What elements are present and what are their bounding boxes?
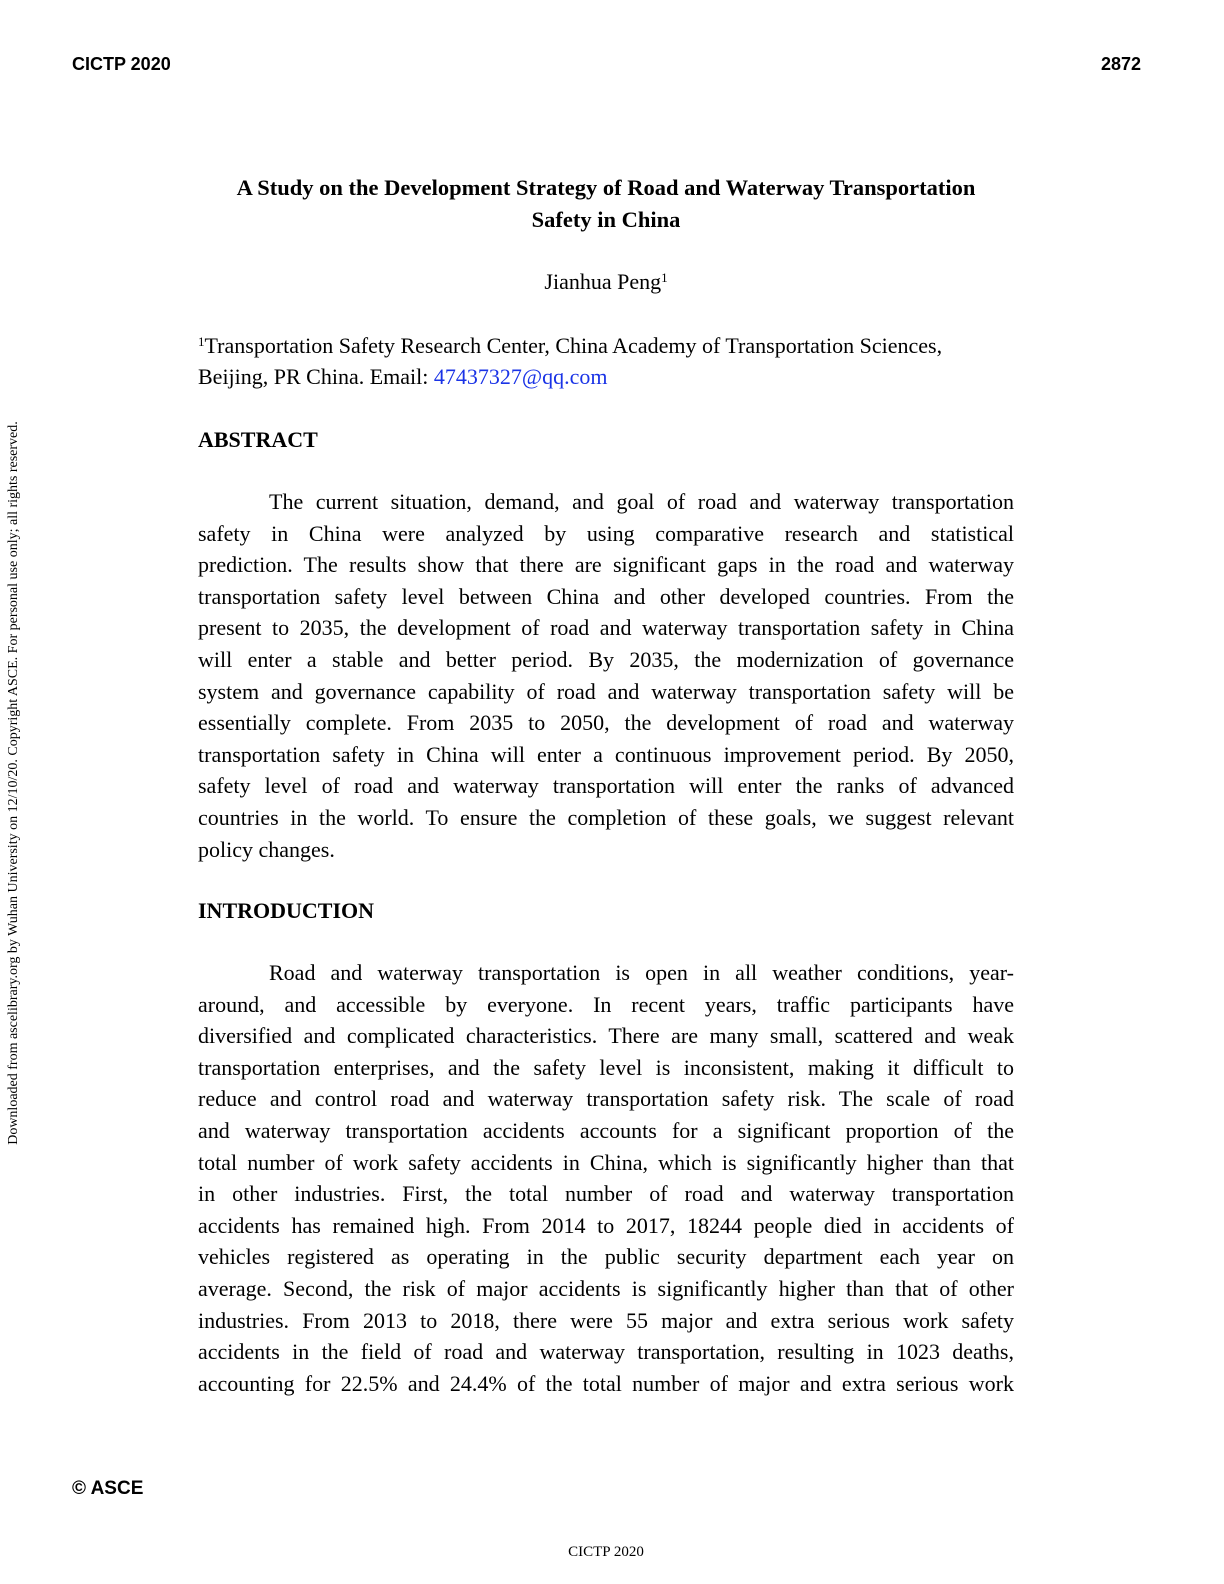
- abstract-line: safety level of road and waterway transportation will enter the ranks of advanced: [198, 773, 1014, 799]
- affiliation: [198, 330, 1014, 392]
- intro-line: diversified and complicated characteristics. There are many small, scattered and weak: [198, 1023, 1014, 1049]
- affiliation-text: Transportation Safety Research Center, China Academy of Transportation Sciences,: [204, 333, 943, 358]
- abstract-line: essentially complete. From 2035 to 2050, the development of road and waterway: [198, 710, 1014, 736]
- abstract-paragraph: [198, 486, 1014, 865]
- footer-conference: CICTP 2020: [568, 1544, 644, 1560]
- section-heading-introduction: INTRODUCTION: [198, 898, 375, 923]
- page-number: 2872: [1100, 54, 1141, 74]
- affiliation-line-2: [198, 361, 1014, 392]
- paper-title: [198, 172, 1014, 236]
- running-header-conference: CICTP 2020: [72, 54, 171, 74]
- affiliation-marker: 1: [198, 334, 205, 349]
- abstract-line: transportation safety in China will enter a continuous improvement period. By 2050,: [198, 741, 1014, 767]
- section-heading-abstract: ABSTRACT: [198, 427, 318, 452]
- intro-line: industries. From 2013 to 2018, there were 55 major and extra serious work safety: [198, 1307, 1014, 1333]
- intro-line: average. Second, the risk of major accidents is significantly higher than that of other: [198, 1275, 1014, 1301]
- intro-line: accidents in the field of road and waterway transportation, resulting in 1023 deaths,: [198, 1339, 1014, 1365]
- abstract-line: will enter a stable and better period. By 2035, the modernization of governance: [198, 646, 1014, 672]
- abstract-line: system and governance capability of road and waterway transportation safety will be: [198, 678, 1014, 704]
- author-line: [198, 267, 1014, 297]
- intro-line: total number of work safety accidents in China, which is significantly higher than that: [198, 1149, 1014, 1175]
- abstract-line: policy changes.: [198, 836, 335, 862]
- copyright-footer: © ASCE: [72, 1478, 144, 1499]
- abstract-line: safety in China were analyzed by using comparative research and statistical: [198, 520, 1014, 546]
- introduction-paragraph: [198, 957, 1014, 1399]
- intro-line: transportation enterprises, and the safety level is inconsistent, making it difficult to: [198, 1054, 1014, 1080]
- abstract-line: countries in the world. To ensure the completion of these goals, we suggest relevant: [198, 804, 1014, 830]
- intro-line: in other industries. First, the total number of road and waterway transportation: [198, 1181, 1014, 1207]
- abstract-line: transportation safety level between China and other developed countries. From the: [198, 583, 1014, 609]
- intro-line: Road and waterway transportation is open in all weather conditions, year-: [269, 960, 1014, 985]
- intro-line: accounting for 22.5% and 24.4% of the total number of major and extra serious work: [198, 1370, 1014, 1396]
- intro-line: reduce and control road and waterway transportation safety risk. The scale of road: [198, 1086, 1014, 1112]
- intro-line: accidents has remained high. From 2014 to 2017, 18244 people died in accidents of: [198, 1212, 1014, 1238]
- intro-line: and waterway transportation accidents accounts for a significant proportion of the: [198, 1117, 1014, 1143]
- abstract-line: The current situation, demand, and goal of road and waterway transportation: [269, 489, 1014, 514]
- affiliation-location: Beijing, PR China. Email:: [198, 364, 434, 389]
- abstract-line: prediction. The results show that there are significant gaps in the road and waterway: [198, 552, 1014, 578]
- author-email-link[interactable]: 47437327@qq.com: [433, 364, 608, 389]
- title-line: A Study on the Development Strategy of Road and Waterway Transportation: [236, 175, 976, 200]
- author-name: Jianhua Peng: [544, 269, 662, 294]
- intro-line: vehicles registered as operating in the public security department each year on: [198, 1244, 1014, 1270]
- affiliation-line-1: [198, 330, 1014, 361]
- abstract-line: present to 2035, the development of road and waterway transportation safety in China: [198, 615, 1014, 641]
- download-notice: Downloaded from ascelibrary.org by Wuhan University on 12/10/20. Copyright ASCE. For personal use only; all rights reserved.: [6, 421, 21, 1145]
- intro-line: around, and accessible by everyone. In recent years, traffic participants have: [198, 991, 1014, 1017]
- author-affiliation-marker: 1: [661, 270, 668, 285]
- title-line: Safety in China: [531, 207, 681, 232]
